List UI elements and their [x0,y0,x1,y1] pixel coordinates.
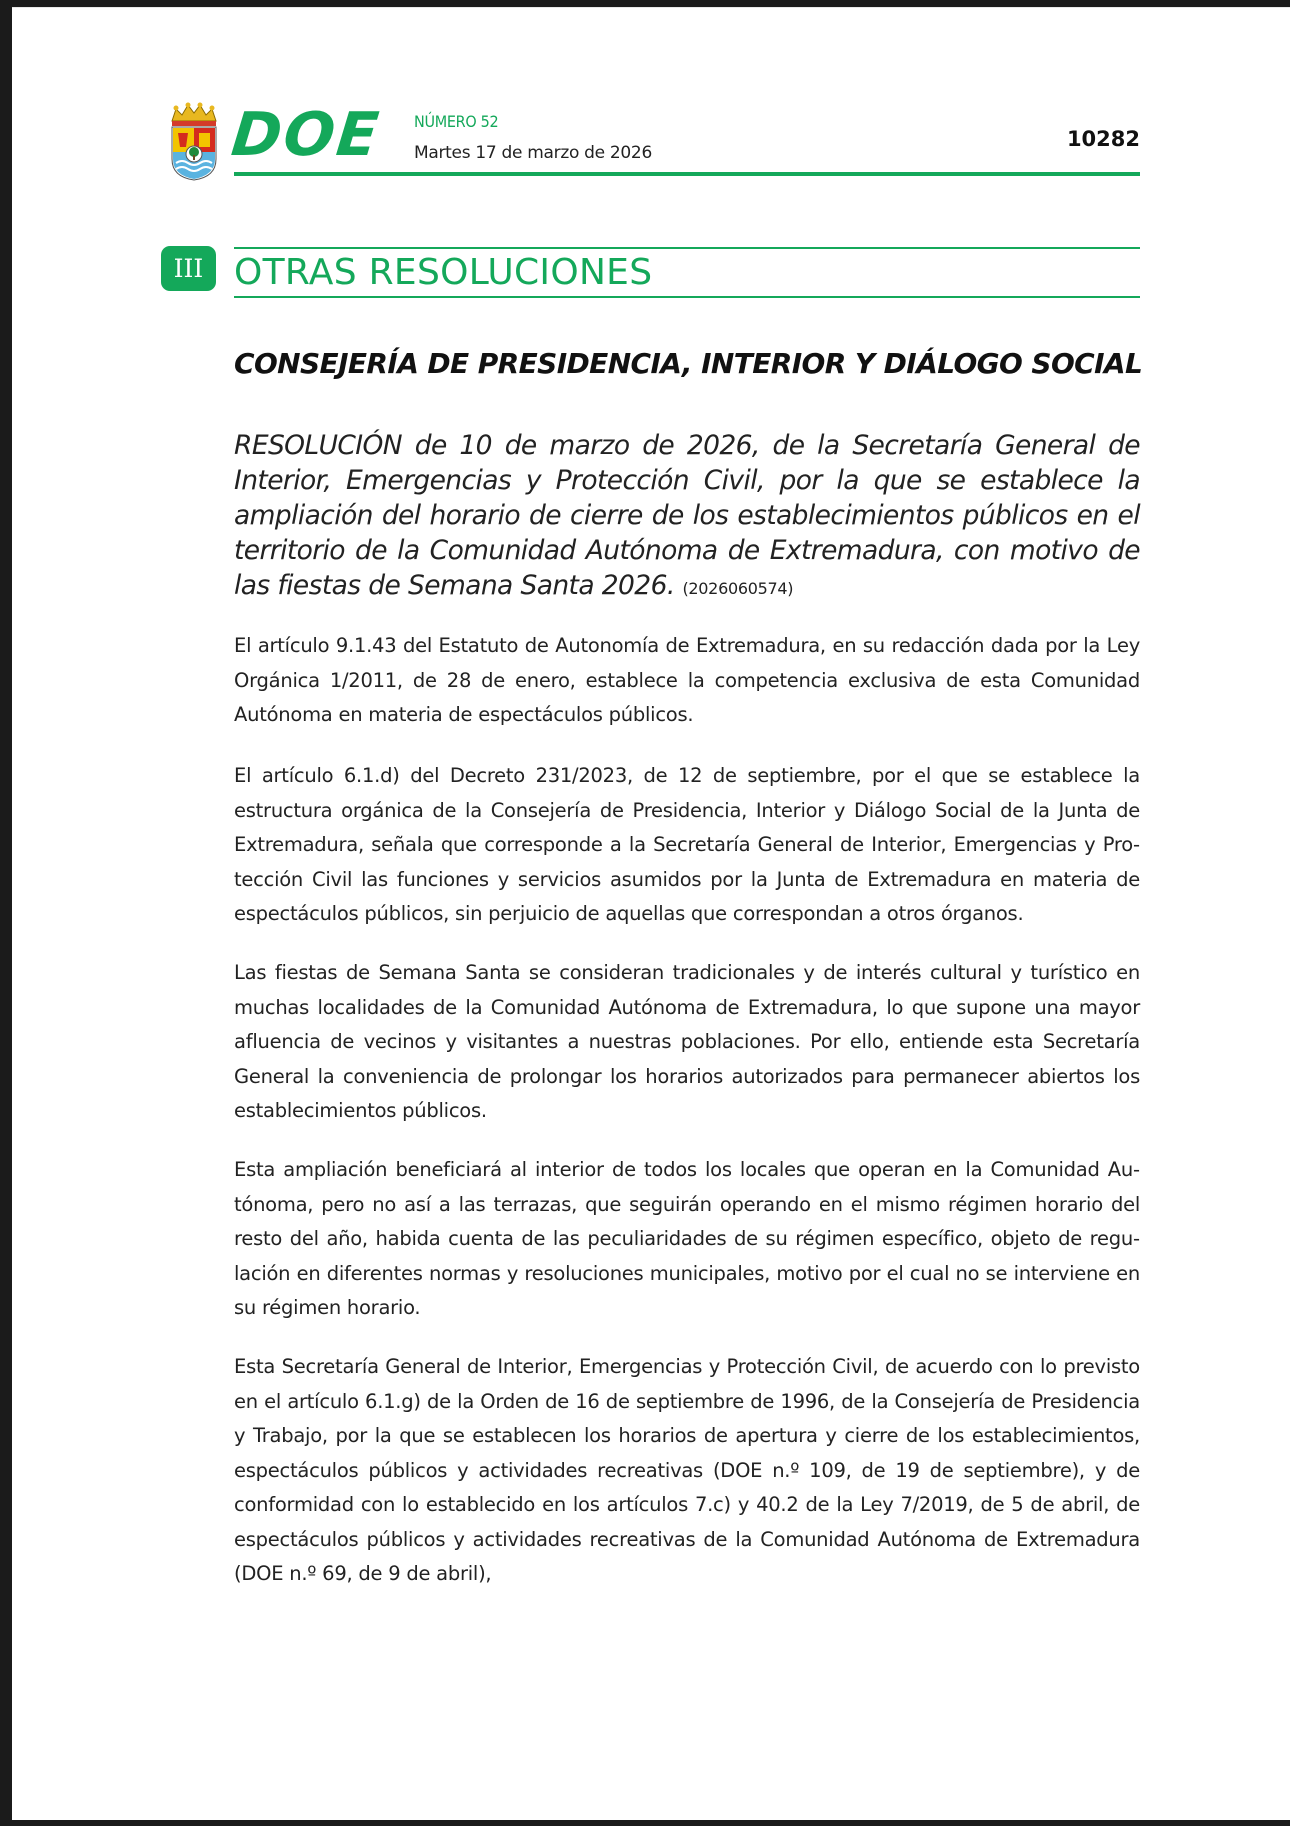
section-divider-bottom [234,296,1140,298]
resolution-code: (2026060574) [682,579,794,598]
paragraph: El artículo 6.1.d) del Decreto 231/2023, de 12 de septiembre, por el que se establece la estructura orgánica de la Consejería de Presidencia, Interior y Diálogo Social de la Junta de Extremadura, señala que corresponde a la Secretaría General de Interior, Emergencias y Protección Civil las funciones y servicios asumidos por la Junta de Extremadura en materia de espectáculos públicos, sin perjuicio de aquellas que correspondan a otros órganos. [234,764,1140,925]
doe-logo-text: DOE [228,100,384,170]
paragraph: Esta ampliación beneficiará al interior de todos los locales que operan en la Comunidad Autónoma, pero no así a las terrazas, que seguirán operando en el mismo régimen horario del resto del año, habida cuenta de las peculiaridades de su régimen específico, objeto de regulación en diferentes normas y resoluciones municipales, motivo por el cual no se interviene en su régimen horario. [234,1158,1140,1319]
paragraph: Esta Secretaría General de Interior, Emergencias y Protección Civil, de acuerdo con lo previsto en el artículo 6.1.g) de la Orden de 16 de septiembre de 1996, de la Consejería de Presidencia y Trabajo, por la que se establecen los horarios de apertura y cierre de los establecimientos, espectáculos públicos y actividades recreativas (DOE n.º 109, de 19 de septiembre), y de conformidad con lo establecido en los artículos 7.c) y 40.2 de la Ley 7/2019, de 5 de abril, de espectáculos públicos y actividades recreativas de la Comunidad Autónoma de Extremadura (DOE n.º 69, de 9 de abril), [234,1355,1140,1585]
extremadura-coat-of-arms-icon [168,101,220,181]
issue-number: NÚMERO 52 [414,112,499,131]
department-heading: CONSEJERÍA DE PRESIDENCIA, INTERIOR Y DIÁLOGO SOCIAL [234,347,1143,380]
paragraph: Las fiestas de Semana Santa se consideran tradicionales y de interés cultural y turístico en muchas localidades de la Comunidad Autónoma de Extremadura, lo que supone una mayor afluencia de vecinos y visitantes a nuestras poblaciones. Por ello, entiende esta Secretaría General la conveniencia de prolongar los horarios autorizados para permanecer abiertos los establecimientos públicos. [234,961,1140,1122]
issue-date: Martes 17 de marzo de 2026 [414,143,652,163]
section-title: OTRAS RESOLUCIONES [234,252,653,293]
page-number: 10282 [1066,127,1140,151]
document-page [12,7,1290,1820]
resolution-title-text: RESOLUCIÓN de 10 de marzo de 2026, de la Secretaría General de Interior, Emergencias y Protección Civil, por la que se establece la ampliación del horario de cierre de los establecimientos públicos en el territorio de la Comunidad Autónoma de Extremadura, con motivo de las fiestas de Semana Santa 2026. [234,430,1140,601]
header-divider [234,172,1140,176]
paragraph: El artículo 9.1.43 del Estatuto de Autonomía de Extremadura, en su redacción dada por la Ley Orgánica 1/2011, de 28 de enero, establece la competencia exclusiva de esta Comunidad Autónoma en materia de espectáculos públicos. [234,634,1140,726]
section-number-badge: III [161,246,216,291]
resolution-title [234,428,1140,606]
section-divider-top [234,247,1140,249]
